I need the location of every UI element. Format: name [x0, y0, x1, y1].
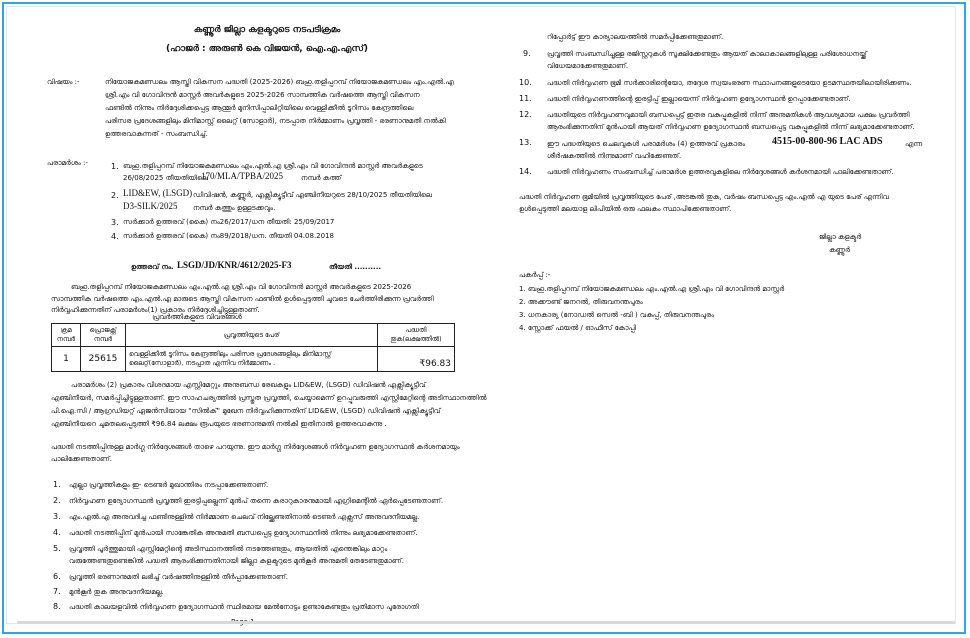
body-line-2: എഞ്ചിനീയർ, സമർപ്പിച്ചിട്ടുള്ളതാണ്. ഈ സാഹചര്യത്തിൽ പ്രസ്തുത പ്രവൃത്തി, ചെയ്യാമെന്ന് ഉറപ്പുവരുത്തി എസ്റ്റിമേറ്റിന്റെ അടിസ്ഥാനത്തിൽ [51, 394, 487, 402]
condition-text: പ്രവൃത്തി ഭരണാനുമതി ലഭിച്ച് വർഷത്തിനുള്ളിൽ തീർപ്പാക്കേണ്ടതാണ്. [69, 573, 288, 581]
condition-number: 8. [53, 602, 61, 611]
item-text: പദ്ധതി നിർവ്വഹണത്തിന്റെ ഇരട്ടിപ്പ് ഇല്ലായെന്ന് നിർവ്വഹണ ഉദ്യോഗസ്ഥൻ ഉറപ്പാക്കേണ്ടതാണ്. [547, 95, 851, 103]
condition-text: പ്രവൃത്തി പൂർത്തുമായി എസ്റ്റിമേറ്റിന്റെ അടിസ്ഥാനത്തിൽ നടത്തേണ്ടതും, ആയതിൽ എന്തെങ്കിലും മാറ്റം [69, 545, 388, 553]
ref2-line: ഡിവിഷൻ, കണ്ണൂർ, എക്സിക്യൂട്ടീവ് എഞ്ചിനീയറുടെ 28/10/2025 തീയതിയിലെ [193, 191, 432, 199]
document-page [6, 6, 956, 624]
body-line-3: പി.ഐ.സി / ആഗ്രഡിയറ്റ് ഏജൻസിയായ "സിൽക്" മുഖേന നിർവ്വഹിക്കുന്നതിന് LID&EW, (LSGD) ഡിവിഷൻ എക്സിക്യൂട്ടീവ് [51, 407, 441, 415]
condition-number: 1. [53, 480, 61, 489]
condition-text: എം.എൽ.എ അനുവദിച്ച ഫണ്ടിനുള്ളിൽ നിർമ്മാണ ചെലവ് നില്ക്കേണ്ടതിനാൽ ടെണ്ടർ എക്സസ് അനുവദനീയമല്ല. [69, 513, 420, 521]
copy-item: 3. ധനകാര്യ (നോഡൽ സെൽ -ബി ) വകുപ്പ്, തിരുവനന്തപുരം [519, 311, 714, 319]
condition-number: 5. [53, 544, 61, 553]
item-text: പദ്ധതി നിർവ്വഹണം സംബന്ധിച്ച് പരാമർശ ഉത്തരവുകളിലെ നിർദ്ദേശങ്ങൾ കർശനമായി പാലിക്കേണ്ടതാണ്. [547, 168, 894, 176]
item-number: 12. [519, 110, 532, 119]
board-line-2: ഉൾപ്പെടുത്തി മലയാള ലിപിയിൽ ഒരു ഫലകം സ്ഥാപിക്കേണ്ടതാണ്. [519, 205, 732, 213]
subject-line-5: ഉത്തരവാകുന്നത് - സംബന്ധിച്ച്. [105, 130, 208, 138]
order-number: LSGD/JD/KNR/4612/2025-F3 [177, 260, 292, 270]
item-text: ഈ പദ്ധതിയുടെ ചെലവുകൾ പരാമർശം (4) ഉത്തരവ് പ്രകാരം [547, 140, 746, 148]
ref3-text: സർക്കാർ ഉത്തരവ് (കൈ) നം26/2017/ധന തീയതി: 25/09/2017 [123, 218, 335, 226]
ref2-tail: നമ്പർ കത്തും ഉള്ളടക്കവും. [193, 204, 276, 212]
cell-amount: ₹96.83 [378, 347, 455, 372]
ref1-line: ബഹു.തളിപ്പറമ്പ് നിയോജകമണ്ഡലം എം.എൽ.എ ശ്രീ.എം വി ഗോവിന്ദൻ മാസ്റ്റർ അവർകളുടെ [123, 162, 423, 170]
ref1-number: 1. [111, 162, 119, 171]
document-title: കണ്ണൂർ ജില്ലാ കളക്ടറുടെ നടപടിക്രമം [193, 25, 341, 35]
subject-line-3: ഫണ്ടിൽ നിന്നും നിർദ്ദേശിക്കപ്പെട്ട ആന്തൂർ മുനിസിപ്പാലിറ്റിയിലെ വെള്ളിക്കീൽ ടൂറിസം കേന്ദ്രത്തിലെ [105, 104, 414, 112]
item-number: 13. [519, 138, 532, 147]
condition-number: 2. [53, 496, 61, 505]
ref4-number: 4. [111, 232, 119, 241]
order-label: ഉത്തരവ് നം. [131, 263, 174, 271]
condition-number: 6. [53, 572, 61, 581]
item-text-cont: വിധേയമാക്കേണ്ടതുമാണ്. [547, 62, 629, 70]
cell-serial: 1 [52, 347, 81, 372]
signatory-title: ജില്ലാ കളക്ടർ [819, 233, 862, 241]
condition-text: എല്ലാ പ്രവൃത്തികളും ഇ- ടെണ്ടർ മുഖാന്തിരം നടപ്പാക്കേണ്ടതാണ്. [69, 481, 269, 489]
col-project-header: പ്രൊജക്റ്റ് നമ്പർ [81, 324, 126, 347]
table-row [52, 347, 455, 372]
condition-number: 4. [53, 528, 61, 537]
ref2-number: 2. [111, 191, 119, 200]
budget-head-code: 4515-00-800-96 LAC ADS [772, 136, 883, 147]
works-table [51, 323, 455, 372]
copy-label: പകർപ്പ് :- [519, 271, 551, 279]
order-date: തീയതി .......... [329, 263, 382, 271]
item-number: 10. [519, 78, 532, 87]
subject-line-2: ശ്രീ.എം വി ഗോവിന്ദൻ മാസ്റ്റർ അവർകളുടെ 2025-2026 സാമ്പത്തിക വർഷത്തെ ആസ്തി വികസന [105, 91, 420, 99]
item-number: 14. [519, 167, 532, 176]
condition-number: 3. [53, 512, 61, 521]
condition-text: പദ്ധതി കാലയളവിൽ നിർവ്വഹണ ഉദ്യോഗസ്ഥൻ സ്ഥിരമായ മേൽനോട്ടം ഉണ്ടാകേണ്ടതും പ്രതിമാസ പുരോഗതി [69, 603, 419, 611]
intro-line-2: സാമ്പത്തിക വർഷത്തെ എം.എൽ.എ മാരുടെ ആസ്തി വികസന ഫണ്ടിൽ ഉൾപ്പെടുത്തി ചുവടെ ചേർത്തിരിക്കുന്ന പ്രവർത്തി [51, 295, 434, 303]
ref3-number: 3. [111, 218, 119, 227]
subject-label: വിഷയം :- [47, 78, 80, 86]
subject-line-4: പരിസര പ്രദേശങ്ങളിലും മിനിമാസ്റ്റ് ലൈറ്റ് (സോളാർ), നടപ്പാത നിർമ്മാണം പ്രവൃത്തി - ഭരണാനുമതി നൽകി [105, 117, 446, 125]
item-text: പദ്ധതിയുടെ നിർവ്വഹണവുമായി ബന്ധപ്പെട്ട് ഇതര വകുപ്പുകളിൽ നിന്ന് അനുമതികൾ ആവശ്യമായ പക്ഷം പ്രവർത്തി [547, 111, 910, 119]
conditions-intro-2: പാലിക്കേണ്ടതാണ്. [51, 455, 112, 463]
item-number: 11. [519, 94, 532, 103]
ref1-code: 170/MLA/TPBA/2025 [201, 171, 284, 181]
document-subtitle: (ഹാജർ : അരുൺ കെ വിജയൻ, ഐ.എ.എസ്) [166, 44, 368, 54]
continued-line: റിപ്പോർട്ട് ഈ കാര്യാലയത്തിൽ സമർപ്പിക്കേണ്ടതുമാണ്. [547, 33, 724, 41]
item-text: എന്ന [905, 140, 923, 148]
conditions-intro-1: പദ്ധതി നടത്തിപ്പിനുള്ള മാർഗ്ഗ നിർദ്ദേശങ്ങൾ താഴെ പറയുന്നു. ഈ മാർഗ്ഗ നിർദ്ദേശങ്ങൾ നിർവ്വഹണ ഉദ്യോഗസ്ഥൻ കർശനമായും [51, 443, 460, 451]
signatory-place: കണ്ണൂർ [829, 246, 850, 254]
col-amount-header: പദ്ധതി തുക(ലക്ഷത്തിൽ) [378, 324, 455, 347]
col-name-header: പ്രവൃത്തിയുടെ പേര് [126, 324, 378, 347]
condition-text: മുൻകൂർ തുക അനുവദനീയമല്ല. [69, 588, 164, 596]
table-caption: പ്രവർത്തികളുടെ വിവരങ്ങൾ [152, 313, 242, 321]
item-text-cont: ആരംഭിക്കുന്നതിന് മുൻപായി ആയത് നിർവ്വഹണ ഉദ്യോഗസ്ഥൻ ബന്ധപ്പെട്ട വകുപ്പുകളിൽ നിന്ന് ലഭ്യമാക്കേണ്ടതാണ്. [547, 123, 915, 131]
item-number: 9. [523, 49, 531, 58]
copy-item: 2. അക്കൗണ്ട് ജനറൽ, തിരുവനന്തപുരം [519, 298, 643, 306]
copy-item: 1. ബഹു.തളിപ്പറമ്പ് നിയോജകമണ്ഡലം എം.എൽ.എ ശ്രീ.എം വി ഗോവിന്ദൻ മാസ്റ്റർ [519, 285, 785, 293]
reference-label: പരാമർശം :- [47, 159, 88, 167]
page-shadow [17, 621, 955, 624]
cell-name: വെള്ളിക്കീൽ ടൂറിസം കേന്ദ്രത്തിലും പരിസര പ്രദേശങ്ങളിലും മിനിമാസ്റ്റ് ലൈറ്റ്(സോളാർ), നടപ്പാത എന്നിവ നിർമ്മാണം . [126, 347, 378, 372]
item-text: പ്രവൃത്തി സംബന്ധിച്ചുള്ള രജിസ്റ്ററുകൾ സൂക്ഷിക്കേണ്ടതും ആയത് കാലാകാലങ്ങളിലുള്ള പരിശോധനയ്ക്ക് [547, 50, 867, 58]
ref2-code: LID&EW, (LSGD) [123, 188, 193, 198]
ref4-text: സർക്കാർ ഉത്തരവ് (കൈ) നം89/2018/ധന. തീയതി 04.08.2018 [123, 232, 334, 240]
ref1-tail: നമ്പർ കത്ത് [301, 174, 342, 182]
item-text-cont: ശീർഷകത്തിൽ നിന്നുമാണ് വഹിക്കേണ്ടത്. [547, 152, 682, 160]
col-serial-header: ക്രമ നമ്പർ [52, 324, 81, 347]
board-line-1: പദ്ധതി നിർവ്വഹണ ഭൂമിയിൽ പ്രവൃത്തിയുടെ പേര് ,അടങ്കൽ തുക, വർഷം ബന്ധപ്പെട്ട എം.എൽ എ യുടെ പേര് എന്നിവ [519, 193, 889, 201]
body-line-1: പരാമർശം (2) പ്രകാരം വിശദമായ എസ്റ്റിമേറ്റും അനുബന്ധ രേഖകളും LID&EW, (LSGD) ഡിവിഷൻ എക്സിക്യൂട്ടീവ് [71, 381, 426, 389]
subject-line-1: നിയോജകമണ്ഡലം ആസ്തി വികസന പദ്ധതി (2025-2026) ബഹു.തളിപ്പറമ്പ് നിയോജകമണ്ഡലം എം.എൽ.എ [105, 78, 454, 86]
condition-text: നിർവ്വഹണ ഉദ്യോഗസ്ഥൻ പ്രവൃത്തി ഇരട്ടിപ്പല്ലെന്ന് മുൻപ് തന്നെ കരാറുകാരനുമായി എഗ്രിമെന്റിൽ ഏർപ്പെടേണ്ടതാണ്. [69, 497, 444, 505]
ref1-date: 26/08/2025 തീയതിയിലെ [123, 174, 208, 182]
item-text: പദ്ധതി നിർവ്വഹണ ഭൂമി സർക്കാരിന്റെയോ, തദ്ദേശ സ്വയംഭരണ സ്ഥാപനങ്ങളുടെയോ ഉടമസ്ഥതയിലായിരിക്കണം. [547, 79, 912, 87]
intro-line-3: നിർവ്വഹിക്കുന്നതിന് പരാമർശം(1) പ്രകാരം നിർദ്ദേശിച്ചിട്ടുള്ളതാണ്. [51, 306, 260, 314]
condition-number: 7. [53, 587, 61, 596]
body-line-4: എഞ്ചിനീയറെ ചുമതലപ്പെടുത്തി ₹96.84 ലക്ഷം രൂപയുടെ ഭരണാനുമതി നൽകി ഇതിനാൽ ഉത്തരവാകുന്നു . [51, 420, 387, 428]
copy-item: 4. സ്റ്റോക്ക് ഫയൽ / ഓഫീസ് കോപ്പി [519, 324, 637, 332]
cell-project: 25615 [81, 347, 126, 372]
condition-text-cont: വരുത്തേണ്ടതുണ്ടെങ്കിൽ പദ്ധതി ആരംഭിക്കുന്നതിനായി ജില്ലാ കളക്ടറുടെ മുൻകൂർ അനുമതി തേടേണ്ടതുമാണ്. [69, 557, 404, 565]
condition-text: പദ്ധതി നടത്തിപ്പിന് മുൻപായി സാങ്കേതിക അനുമതി ബന്ധപ്പെട്ട ഉദ്യോഗസ്ഥനിൽ നിന്നും ലഭ്യമാക്കേണ്ടതാണ്. [69, 529, 418, 537]
intro-line-1: ബഹു.തളിപ്പറമ്പ് നിയോജകമണ്ഡലം എം.എൽ.എ ശ്രീ.എം വി ഗോവിന്ദൻ മാസ്റ്റർ അവർകളുടെ 2025-2026 [71, 283, 412, 291]
ref2-file-code: D3-SILK/2025 [123, 201, 178, 211]
table-header-row [52, 324, 455, 347]
